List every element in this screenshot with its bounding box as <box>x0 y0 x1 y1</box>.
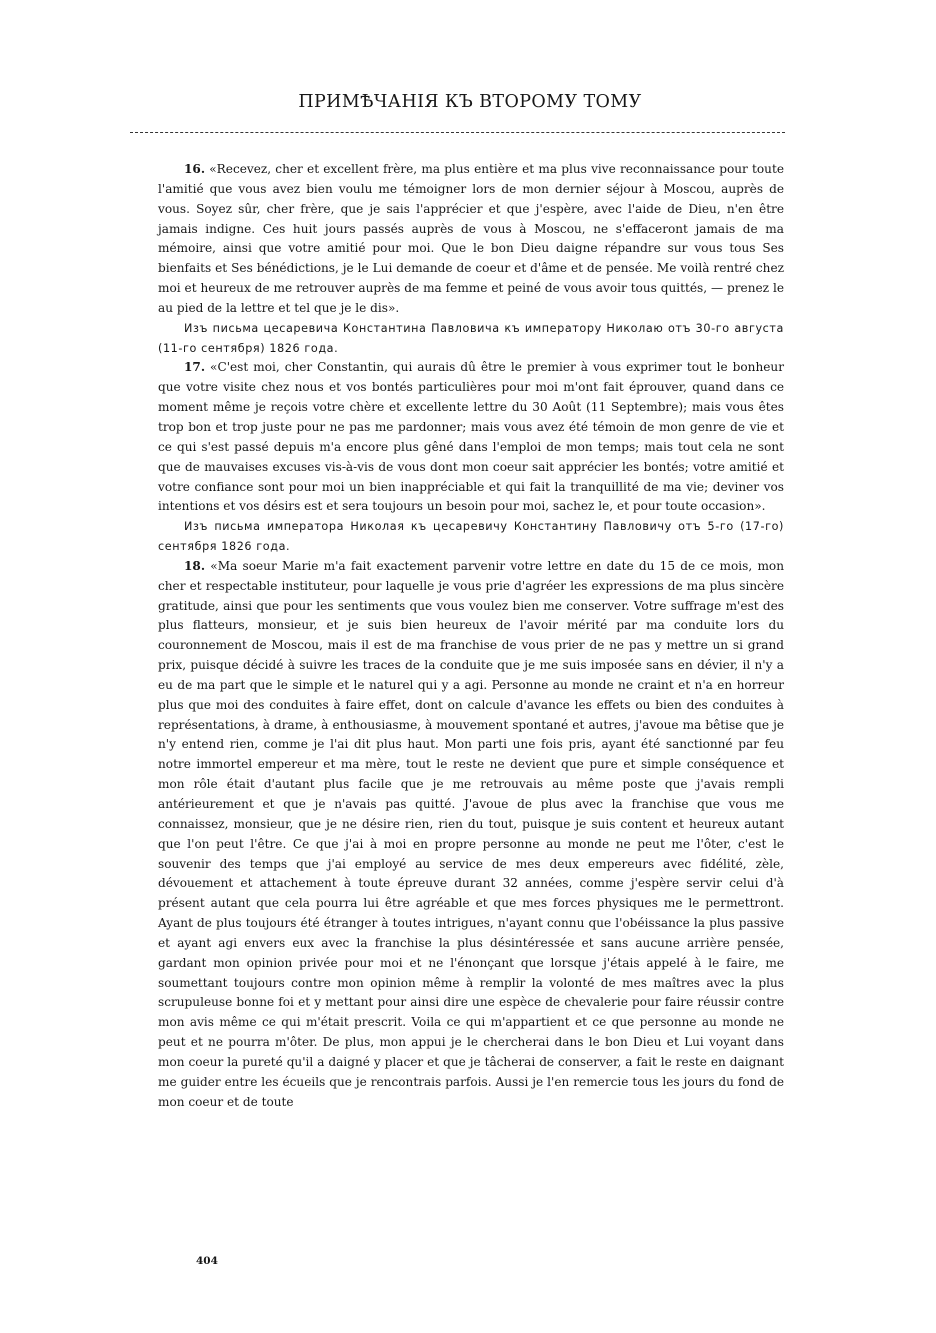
note-17 <box>158 358 784 517</box>
note-number: 16. <box>184 162 206 176</box>
note-16-source: Изъ письма цесаревича Константина Павловича къ императору Николаю отъ 30-го августа (11-го сентября) 1826 года. <box>158 321 784 355</box>
page-body <box>158 160 784 1113</box>
note-text: «Recevez, cher et excellent frère, ma plus entière et ma plus vive reconnaissance pour toute l'amitié que vous avez bien voulu me témoigner lors de mon dernier séjour à Moscou, auprès de vous. Soyez sûr, cher frère, que je sais l'apprécier et que j'espère, avec l'aide de Dieu, n'en être jamais indigne. Ces huit jours passés auprès de vous à Moscou, ne s'effaceront jamais de ma mémoire, ainsi que votre amitié pour moi. Que le bon Dieu daigne répandre sur vous tous Ses bienfaits et Ses bénédictions, je le Lui demande de coeur et d'âme et de pensée. Me voilà rentré chez moi et heureux de me retrouver auprès de ma femme et peiné de vous avoir tous quittés, — prenez le au pied de la lettre et tel que je le dis». <box>158 162 784 315</box>
note-18 <box>158 557 784 1113</box>
note-number: 17. <box>184 360 206 375</box>
note-text: «C'est moi, cher Constantin, qui aurais dû être le premier à vous exprimer tout le bonheur que votre visite chez nous et vos bontés particulières pour moi m'ont fait éprouver, quand dans ce moment même je reçois votre chère et excellente lettre du 30 Août (11 Septembre); mais vous êtes trop bon et trop juste pour ne pas me pardonner; mais vous avez été témoin de mon genre de vie et ce qui s'est passé depuis m'a encore plus gêné dans l'emploi de mon temps; mais tout cela ne sont que de mauvaises excuses vis-à-vis de vous dont mon coeur sait apprécier les bontés; votre amitié et votre confiance sont pour moi un bien inappréciable et qui fait la tranquillité de ma vie; deviner vos intentions et vos désirs est et sera toujours un besoin pour moi, sachez le, et pour toute occasion». <box>158 360 784 514</box>
title-divider <box>130 132 785 133</box>
page-title: ПРИМѢЧАНІЯ КЪ ВТОРОМУ ТОМУ <box>298 92 642 112</box>
note-16 <box>158 160 784 319</box>
page-number: 404 <box>196 1255 218 1267</box>
note-text: «Ma soeur Marie m'a fait exactement parvenir votre lettre en date du 15 de ce mois, mon cher et respectable instituteur, pour laquelle je vous prie d'agréer les expressions de ma plus sincère gratitude, ainsi que pour les sentiments que vous voulez bien me conserver. Votre suffrage m'est des plus flatteurs, monsieur, et je suis bien heureux de l'avoir mérité par ma conduite lors du couronnement de Moscou, mais il est de ma franchise de vous prier de ne pas y mettre un si grand prix, puisque décidé à suivre les traces de la conduite que je me suis imposée sans en dévier, il n'y a eu de ma part que le simple et le naturel qui y a agi. Personne au monde ne craint et n'a en horreur plus que moi des conduites à faire effet, dont on calcule d'avance les effets ou bien des conduites à représentations, à drame, à enthousiasme, à mouvement spontané et autres, j'avoue ma bêtise que je n'y entend rien, comme je l'ai dit plus haut. Mon parti une fois pris, ayant été sanctionné par feu notre immortel empereur et ma mère, tout le reste ne devient que pure et simple conséquence et mon rôle était d'autant plus facile que je me retrouvais au même poste que j'avais rempli antérieurement et que je n'avais pas quitté. J'avoue de plus avec la franchise que vous me connaissez, monsieur, que je ne désire rien, rien du tout, puisque je suis content et heureux autant que l'on peut l'être. Ce que j'ai à moi en propre personne au monde ne peut me l'ôter, c'est le souvenir des temps que j'ai employé au service de mes deux empereurs avec fidélité, zèle, dévouement et attachement à toute épreuve durant 32 années, comme j'espère servir celui d'à présent autant que cela pourra lui être agréable et que mes forces physiques me le permettront. Ayant de plus toujours été étranger à toutes intrigues, n'ayant connu que l'obéissance la plus passive et ayant agi envers eux avec la franchise la plus désintéressée et sans aucune arrière pensée, gardant mon opinion privée pour moi et ne l'énonçant que lorsque j'étais appelé à le faire, me soumettant toujours contre mon opinion même à remplir la volonté de mes maîtres avec la plus scrupuleuse bonne foi et y mettant pour ainsi dire une espèce de chevalerie pour faire réussir contre mon avis même ce qui m'était prescrit. Voila ce qui m'appartient et ce que personne au monde ne peut et ne pourra m'ôter. De plus, mon appui je le chercherai dans le bon Dieu et Lui voyant dans mon coeur la pureté qu'il a daigné y placer et que je tâcherai de conserver, a fait le reste en daignant me guider entre les écueils que je rencontrais parfois. Aussi je l'en remercie tous les jours du fond de mon coeur et de toute <box>158 558 784 1109</box>
note-number: 18. <box>184 558 206 573</box>
note-17-source: Изъ письма императора Николая къ цесаревичу Константину Павловичу отъ 5-го (17-го) сентября 1826 года. <box>158 520 784 554</box>
